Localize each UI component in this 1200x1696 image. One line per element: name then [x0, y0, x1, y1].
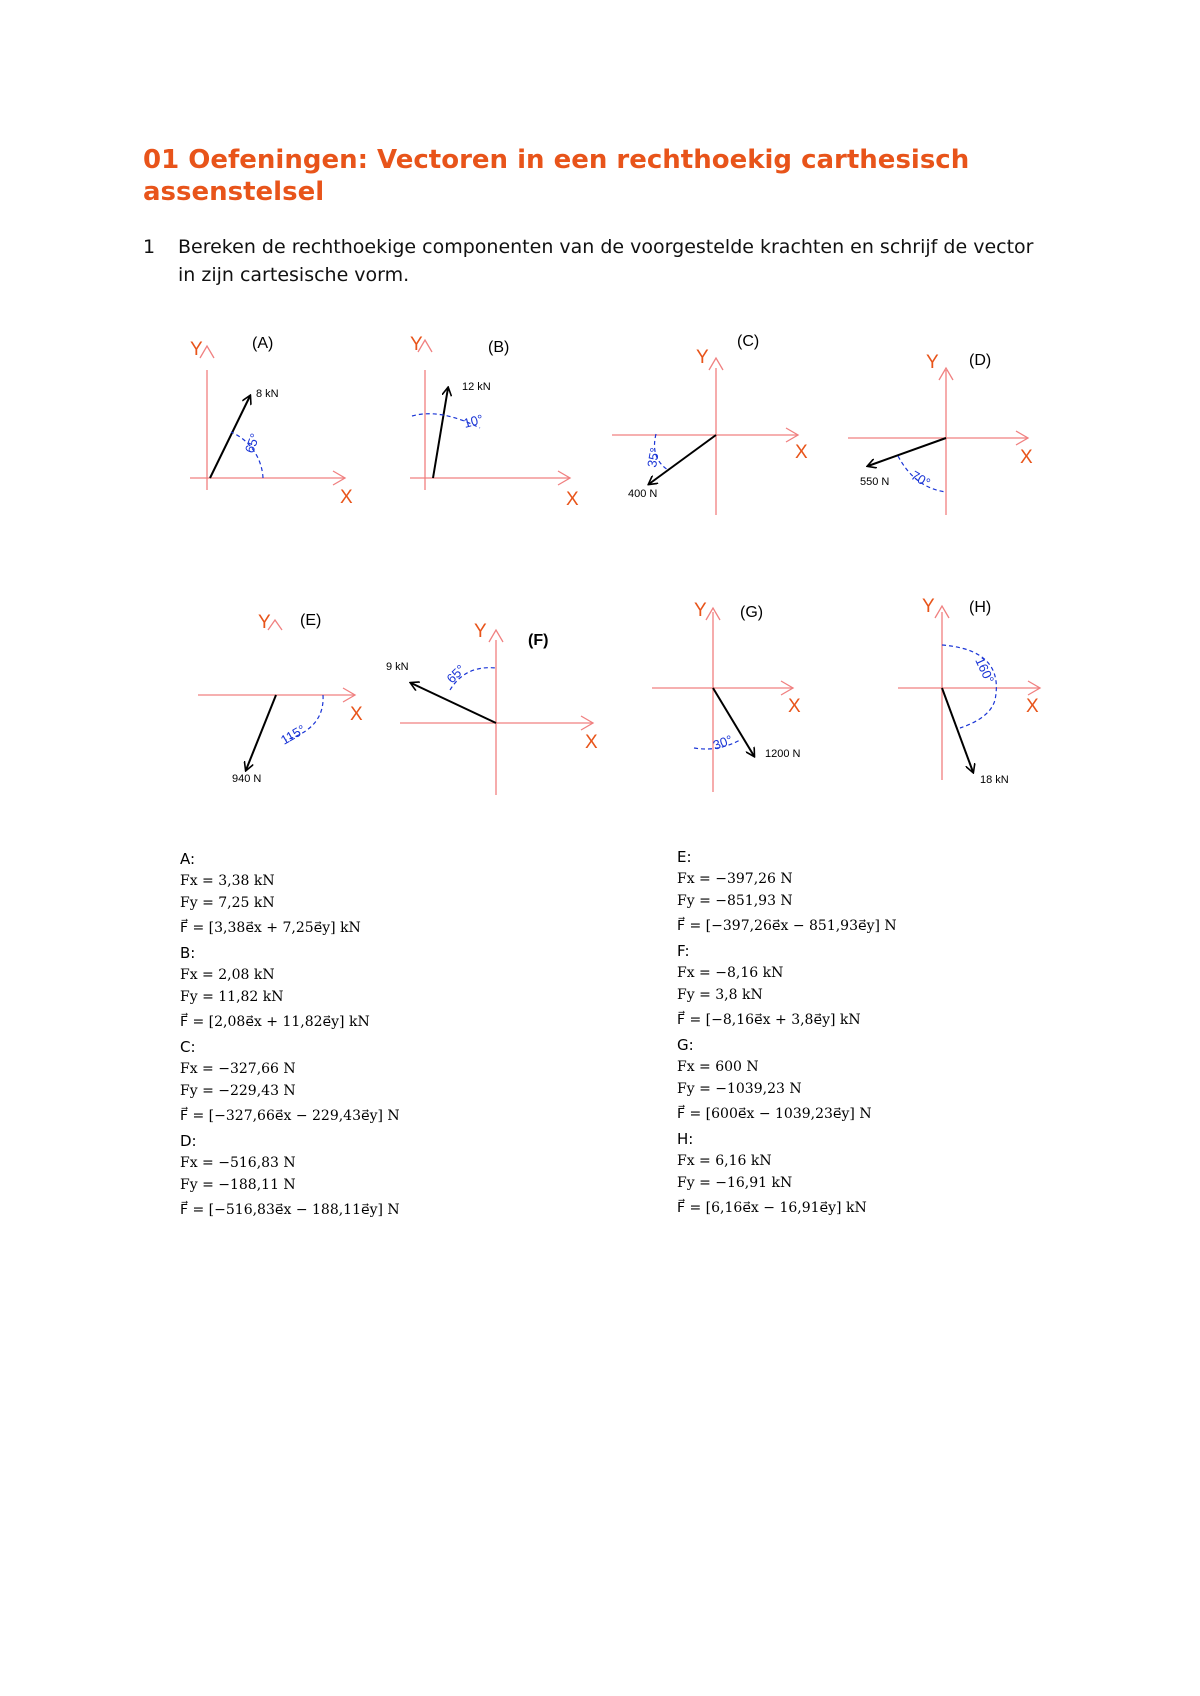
answer-fx: Fx = 600 N [677, 1059, 759, 1075]
angle-label: 30° [710, 731, 735, 753]
y-axis-label: Y [922, 596, 935, 617]
y-axis-label: Y [926, 352, 939, 373]
answer-label: G: [677, 1036, 694, 1054]
exercise-number: 1 [143, 236, 156, 258]
answer-vector: F⃗ = [6,16e⃗x − 16,91e⃗y] kN [677, 1200, 867, 1216]
figure-c [612, 333, 808, 515]
angle-label: 115° [278, 721, 308, 748]
y-axis-label: Y [474, 621, 487, 642]
figure-label: (E) [300, 612, 322, 629]
force-label: 9 kN [386, 661, 409, 673]
answer-fx: Fx = −516,83 N [180, 1155, 296, 1171]
force-vector [868, 438, 946, 466]
angle-arc [942, 645, 996, 728]
angle-label: 70° [908, 467, 934, 491]
y-axis-label: Y [696, 347, 709, 368]
y-axis-label: Y [410, 334, 423, 355]
y-axis-label: Y [190, 339, 203, 360]
exercise-text: Bereken de rechthoekige componenten van de voorgestelde krachten en schrijf de vector in zijn cartesische vorm. [178, 236, 1034, 286]
answer-vector: F⃗ = [600e⃗x − 1039,23e⃗y] N [677, 1106, 872, 1122]
force-vector [246, 695, 276, 770]
answer-label: A: [180, 850, 196, 868]
figure-label: (G) [740, 604, 764, 621]
x-axis-label: X [585, 732, 598, 753]
force-vector [210, 396, 250, 478]
figure-label: (F) [528, 632, 549, 649]
force-vector [411, 683, 496, 723]
force-diagrams [0, 0, 1200, 820]
answer-label: F: [677, 942, 690, 960]
figure-e [198, 612, 363, 785]
answer-fx: Fx = 3,38 kN [180, 873, 275, 889]
answer-fy: Fy = −851,93 N [677, 893, 793, 909]
force-label: 400 N [628, 488, 658, 500]
answer-vector: F⃗ = [−8,16e⃗x + 3,8e⃗y] kN [677, 1012, 861, 1028]
figure-a [190, 335, 353, 508]
y-axis-label: Y [694, 600, 707, 621]
angle-label: 160° [972, 654, 998, 686]
angle-label: 35° [644, 446, 663, 469]
force-vector [433, 388, 448, 478]
y-axis-label: Y [258, 612, 271, 633]
x-axis-label: X [340, 487, 353, 508]
answer-fx: Fx = 6,16 kN [677, 1153, 772, 1169]
answer-fy: Fy = −1039,23 N [677, 1081, 802, 1097]
force-label: 550 N [860, 476, 890, 488]
answer-label: C: [180, 1038, 196, 1056]
answer-label: B: [180, 944, 196, 962]
figure-label: (A) [252, 335, 274, 352]
figure-b [410, 334, 579, 510]
answer-fx: Fx = −8,16 kN [677, 965, 784, 981]
x-axis-label: X [350, 704, 363, 725]
force-label: 8 kN [256, 388, 279, 400]
angle-label: 65° [443, 661, 469, 687]
figure-label: (C) [737, 333, 760, 350]
page-title: 01 Oefeningen: Vectoren in een rechthoekig carthesisch assenstelsel [143, 145, 970, 207]
force-label: 1200 N [765, 748, 801, 760]
answer-vector: F⃗ = [−397,26e⃗x − 851,93e⃗y] N [677, 918, 897, 934]
figure-d [848, 352, 1033, 515]
force-label: 12 kN [462, 381, 491, 393]
answer-label: H: [677, 1130, 694, 1148]
answer-fy: Fy = 11,82 kN [180, 989, 284, 1005]
answers-left [180, 848, 400, 1224]
answer-fy: Fy = −229,43 N [180, 1083, 296, 1099]
figure-g [652, 600, 801, 792]
answers-right [677, 846, 897, 1222]
answer-fx: Fx = −397,26 N [677, 871, 793, 887]
answer-fy: Fy = 7,25 kN [180, 895, 275, 911]
answer-vector: F⃗ = [2,08e⃗x + 11,82e⃗y] kN [180, 1014, 370, 1030]
answer-vector: F⃗ = [−327,66e⃗x − 229,43e⃗y] N [180, 1108, 400, 1124]
figure-f [386, 621, 598, 795]
answer-vector: F⃗ = [−516,83e⃗x − 188,11e⃗y] N [180, 1202, 400, 1218]
figure-h [898, 596, 1040, 786]
x-axis-label: X [795, 442, 808, 463]
answer-fy: Fy = −16,91 kN [677, 1175, 793, 1191]
angle-label: 10° [461, 411, 485, 431]
answer-label: D: [180, 1132, 197, 1150]
x-axis-label: X [788, 696, 801, 717]
answer-fy: Fy = −188,11 N [180, 1177, 296, 1193]
x-axis-label: X [566, 489, 579, 510]
figure-label: (D) [969, 352, 992, 369]
figure-label: (B) [488, 339, 510, 356]
answer-fy: Fy = 3,8 kN [677, 987, 763, 1003]
answer-label: E: [677, 848, 692, 866]
answer-fx: Fx = −327,66 N [180, 1061, 296, 1077]
force-vector [942, 688, 973, 772]
answer-fx: Fx = 2,08 kN [180, 967, 275, 983]
answer-vector: F⃗ = [3,38e⃗x + 7,25e⃗y] kN [180, 920, 361, 936]
x-axis-label: X [1026, 696, 1039, 717]
force-label: 940 N [232, 773, 262, 785]
figure-label: (H) [969, 599, 992, 616]
x-axis-label: X [1020, 447, 1033, 468]
force-label: 18 kN [980, 774, 1009, 786]
angle-label: 65° [241, 431, 263, 456]
